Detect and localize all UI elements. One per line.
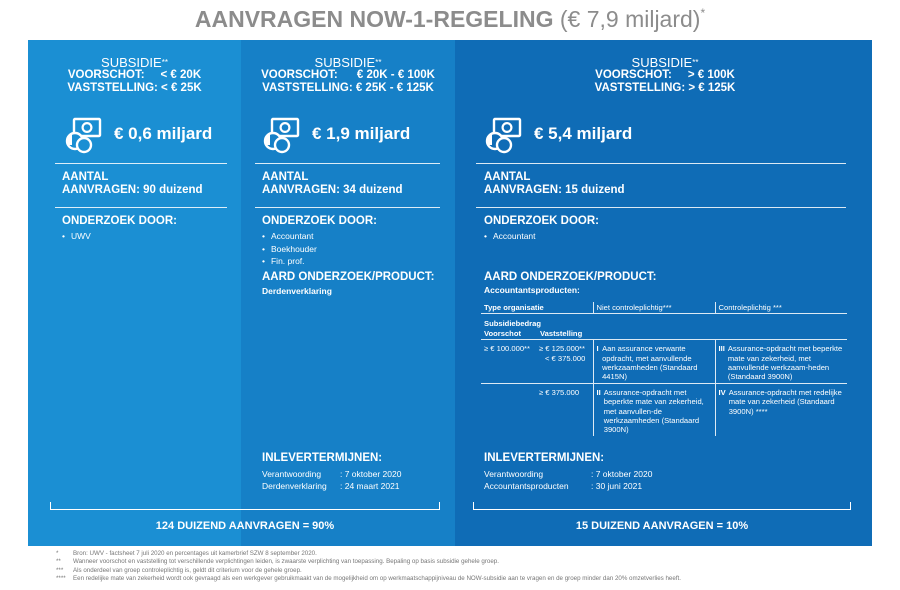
subsidie-label-cell [481,314,593,340]
bracket-right [473,502,851,510]
col3-aard [484,271,657,295]
subsidie-heading: SUBSIDIE** [631,55,699,70]
deadline-list [484,468,652,492]
bracket-left [50,502,440,510]
header-subsidie: Subsidiebedrag [484,319,541,329]
list-item: • Boekhouder [262,243,377,256]
header-contr: Controleplichtig *** [715,302,847,314]
list-item: • UWV [62,230,177,243]
table-row [481,383,847,436]
col2-subsidie-block [241,56,455,95]
aantal-label: AANTAL [262,171,309,183]
aanvragen-count: AANVRAGEN: 90 duizend [62,184,203,196]
deadline-row: Accountantsproducten : 30 juni 2021 [484,481,643,491]
col1-subsidie-block [28,56,241,95]
footnote: **** Een redelijke mate van zekerheid wordt ook gevraagd als een werkgever gebruikmaakt van de mogelijkheid om op werkmaatschappijniveau de NOW-subsidie aan te vragen en de groep minder dan 20% omzetverlies heeft. [56,575,681,583]
list-item: • Accountant [484,230,599,243]
title-mark: * [700,6,706,20]
col1-amount-row [64,114,212,154]
total-right: 15 DUIZEND AANVRAGEN = 10% [575,520,749,532]
onderzoek-list [262,230,377,268]
coins-banknote-icon [64,114,104,154]
col3-aantal [484,171,625,197]
page-title [0,6,900,33]
table-row [481,314,847,340]
deadline-row: Verantwoording : 7 oktober 2020 [262,469,402,479]
voorschot-range: VOORSCHOT: > € 100K [595,69,735,81]
col2-amount-row [262,114,410,154]
table-cell: II Assurance-opdracht met beperkte mate van zekerheid, met aanvullen-de werkzaamheden (Standaard 3900N) [593,383,715,436]
table-header-row [481,302,847,314]
col1-aantal [62,171,203,197]
inlever-label: INLEVERTERMIJNEN: [484,452,605,464]
vaststelling-range: VASTSTELLING: < € 25K [67,82,202,94]
footnote: *** Als onderdeel van groep controleplichtig is, geldt dit criterium voor de gehele groep. [56,566,302,574]
table-cell: IV Assurance-opdracht met redelijke mate van zekerheid (Standaard 3900N) **** [715,383,847,436]
table-cell: ≥ € 100.000** [481,340,536,384]
onderzoek-label: ONDERZOEK DOOR: [484,215,599,227]
onderzoek-label: ONDERZOEK DOOR: [62,215,177,227]
header-type: Type organisatie [481,302,593,314]
header-vaststelling: Vaststelling [540,328,583,338]
col3-inlever [484,452,652,492]
aard-value: Accountantsproducten: [484,285,580,295]
title-sub: (€ 7,9 miljard) [559,6,701,32]
subsidy-amount: € 5,4 miljard [534,124,633,143]
divider [476,207,846,208]
divider [255,207,440,208]
divider [55,207,227,208]
table-row [481,340,847,384]
onderzoek-list [484,230,599,243]
header-niet: Niet controleplichtig*** [593,302,715,314]
footnotes [56,550,681,584]
subsidy-amount: € 0,6 miljard [114,124,213,143]
header-voorschot: Voorschot [484,328,521,338]
list-item: • Fin. prof. [262,255,377,268]
divider [476,163,846,164]
col2-aard [262,271,435,296]
subsidie-heading: SUBSIDIE** [314,55,382,70]
deadline-row: Derdenverklaring : 24 maart 2021 [262,481,400,491]
deadline-list [262,468,401,492]
aanvragen-count: AANVRAGEN: 34 duizend [262,184,403,196]
vaststelling-range: VASTSTELLING: > € 125K [594,82,736,94]
table-cell: ≥ € 375.000 [539,387,580,397]
table-cell: I Aan assurance verwante opdracht, met aanvullende werkzaamheden (Standaard 4415N) [593,340,715,384]
table-cell: ≥ € 125.000** < € 375.000 [536,340,593,384]
divider [255,163,440,164]
footnote: * Bron: UWV - factsheet 7 juli 2020 en percentages uit kamerbrief SZW 8 september 2020. [56,550,317,557]
footnote: ** Wanneer voorschot en vaststelling tot verschillende verplichtingen leiden, is zwaarste verplichting van toepassing. Bepaling op basis subsidie gehele groep. [56,558,499,566]
aantal-label: AANTAL [62,171,109,183]
list-item: • Accountant [262,230,377,243]
total-left: 124 DUIZEND AANVRAGEN = 90% [155,520,335,532]
title-main: AANVRAGEN NOW-1-REGELING [194,6,554,32]
subsidy-amount: € 1,9 miljard [312,124,411,143]
col2-inlever [262,452,401,492]
deadline-row: Verantwoording : 7 oktober 2020 [484,469,653,479]
coins-banknote-icon [262,114,302,154]
col3-subsidie-block [550,56,780,95]
divider [55,163,227,164]
aard-value: Derdenverklaring [262,286,332,296]
col3-onderzoek [484,215,599,243]
voorschot-range: VOORSCHOT: < € 20K [67,69,202,81]
col3-amount-row [484,114,632,154]
aantal-label: AANTAL [484,171,531,183]
aard-label: AARD ONDERZOEK/PRODUCT: [262,271,435,283]
aanvragen-count: AANVRAGEN: 15 duizend [484,184,625,196]
voorschot-range: VOORSCHOT: € 20K - € 100K [261,69,435,81]
table-cell: III Assurance-opdracht met beperkte mate van zekerheid, met aanvullende werkzaam-heden (Standaard 3900N) [715,340,847,384]
subsidie-heading: SUBSIDIE** [101,55,168,70]
vaststelling-range: VASTSTELLING: € 25K - € 125K [262,82,434,94]
onderzoek-list [62,230,177,243]
col2-aantal [262,171,403,197]
col2-onderzoek [262,215,377,268]
onderzoek-label: ONDERZOEK DOOR: [262,215,377,227]
coins-banknote-icon [484,114,524,154]
inlever-label: INLEVERTERMIJNEN: [262,452,383,464]
aard-label: AARD ONDERZOEK/PRODUCT: [484,271,657,283]
col1-onderzoek [62,215,177,243]
product-table [481,302,847,436]
